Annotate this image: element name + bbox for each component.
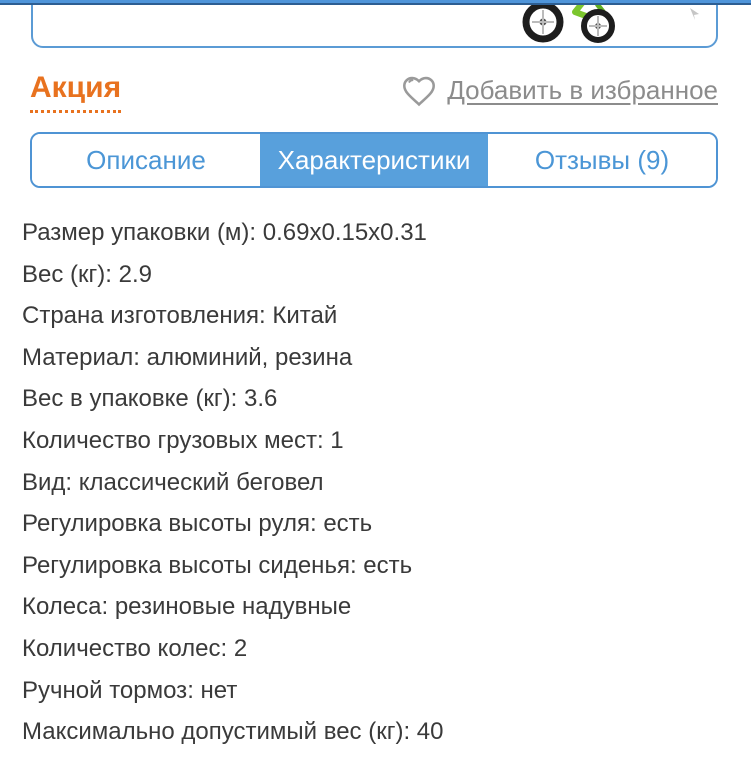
- product-image-bike[interactable]: [505, 2, 655, 48]
- add-to-favorites-label: Добавить в избранное: [447, 75, 718, 105]
- characteristic-row: Ручной тормоз: нет: [22, 676, 238, 704]
- characteristic-row: Количество грузовых мест: 1: [22, 426, 344, 454]
- top-toolbar-edge: [0, 0, 751, 5]
- characteristic-row: Количество колес: 2: [22, 634, 248, 662]
- characteristic-row: Материал: алюминий, резина: [22, 343, 353, 371]
- product-image-carousel[interactable]: [31, 0, 718, 48]
- characteristic-row: Регулировка высоты руля: есть: [22, 510, 373, 538]
- tab-reviews[interactable]: Отзывы (9): [488, 134, 716, 186]
- characteristic-row: Страна изготовления: Китай: [22, 302, 338, 330]
- characteristic-row: Регулировка высоты сиденья: есть: [22, 551, 413, 579]
- tab-description[interactable]: Описание: [32, 134, 260, 186]
- characteristics-list: [22, 212, 737, 753]
- characteristic-row: Вид: классический беговел: [22, 468, 324, 496]
- add-to-favorites-button[interactable]: [401, 74, 718, 107]
- characteristic-row: Максимально допустимый вес (кг): 40: [22, 718, 444, 746]
- promo-badge[interactable]: Акция: [30, 72, 121, 113]
- characteristic-row: Вес (кг): 2.9: [22, 260, 152, 288]
- characteristic-row: Размер упаковки (м): 0.69х0.15х0.31: [22, 219, 427, 246]
- pointer-cursor-icon: [687, 6, 703, 22]
- product-tabs: [30, 132, 718, 188]
- promo-favorites-row: [30, 72, 718, 113]
- tab-characteristics[interactable]: Характеристики: [260, 134, 488, 186]
- characteristic-row: Колеса: резиновые надувные: [22, 593, 352, 621]
- heart-outline-icon: [401, 74, 437, 107]
- characteristic-row: Вес в упаковке (кг): 3.6: [22, 385, 278, 413]
